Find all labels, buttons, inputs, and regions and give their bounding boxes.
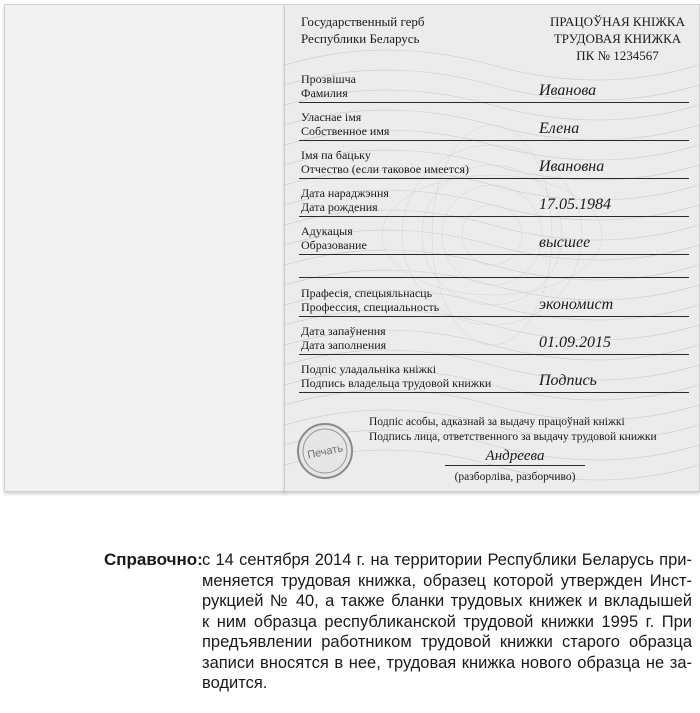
blank-line xyxy=(299,277,689,278)
field-birth-date: Дата нараджэння Дата рождения 17.05.1984 xyxy=(299,179,689,217)
issuer-signature-caption: Подпіс асобы, адказнай за выдачу працоўнай кніжкі Подпись лица, ответственного за выдачу трудовой книжки xyxy=(369,416,657,443)
svg-text:Печать: Печать xyxy=(306,442,345,462)
note-label: Справочно: xyxy=(104,550,203,569)
issuer-signature-value: Андреева xyxy=(445,448,585,466)
document-title: ПРАЦОЎНАЯ КНІЖКА ТРУДОВАЯ КНИЖКА ПК № 1234567 xyxy=(550,14,685,63)
field-education: Адукацыя Образование высшее xyxy=(299,217,689,255)
legible-caption: (разборліва, разборчиво) xyxy=(454,471,576,483)
field-surname: Прозвішча Фамилия Иванова xyxy=(299,65,689,103)
left-blank-page xyxy=(4,4,286,492)
field-owner-signature: Подпіс уладальніка кніжкі Подпись владельца трудовой книжки Подпись xyxy=(299,355,689,393)
coat-of-arms-caption: Государственный герб Республики Беларусь xyxy=(301,14,425,46)
first-name-value: Елена xyxy=(539,120,580,137)
field-patronymic: Імя па бацьку Отчество (если таковое имеется) Ивановна xyxy=(299,141,689,179)
document-number: ПК № 1234567 xyxy=(576,48,659,63)
field-first-name: Уласнае імя Собственное имя Елена xyxy=(299,103,689,141)
note-text: с 14 сентября 2014 г. на территории Республики Беларусь при- меняется трудовая книжка, образец которой утвержден Инст- рукцией № 40, а также бланки трудовых книжек и вкладышей к ним образца республиканской трудовой книжки 1995 г. При предъявлении работником трудовой книжки старого образца записи вносятся в нее, трудовая книжка нового образца не за- водится. xyxy=(202,551,692,692)
education-value: высшее xyxy=(539,234,591,251)
title-page xyxy=(284,4,700,492)
owner-signature-value: Подпись xyxy=(539,372,597,389)
field-fill-date: Дата запаўнення Дата заполнения 01.09.2015 xyxy=(299,317,689,355)
patronymic-value: Ивановна xyxy=(539,158,605,175)
profession-value: экономист xyxy=(539,296,614,313)
surname-value: Иванова xyxy=(539,82,597,99)
birth-date-value: 17.05.1984 xyxy=(539,196,611,213)
stamp-seal xyxy=(295,421,355,481)
field-profession: Прафесія, спецыяльнасць Профессия, специальность экономист xyxy=(299,279,689,317)
fill-date-value: 01.09.2015 xyxy=(539,334,611,351)
